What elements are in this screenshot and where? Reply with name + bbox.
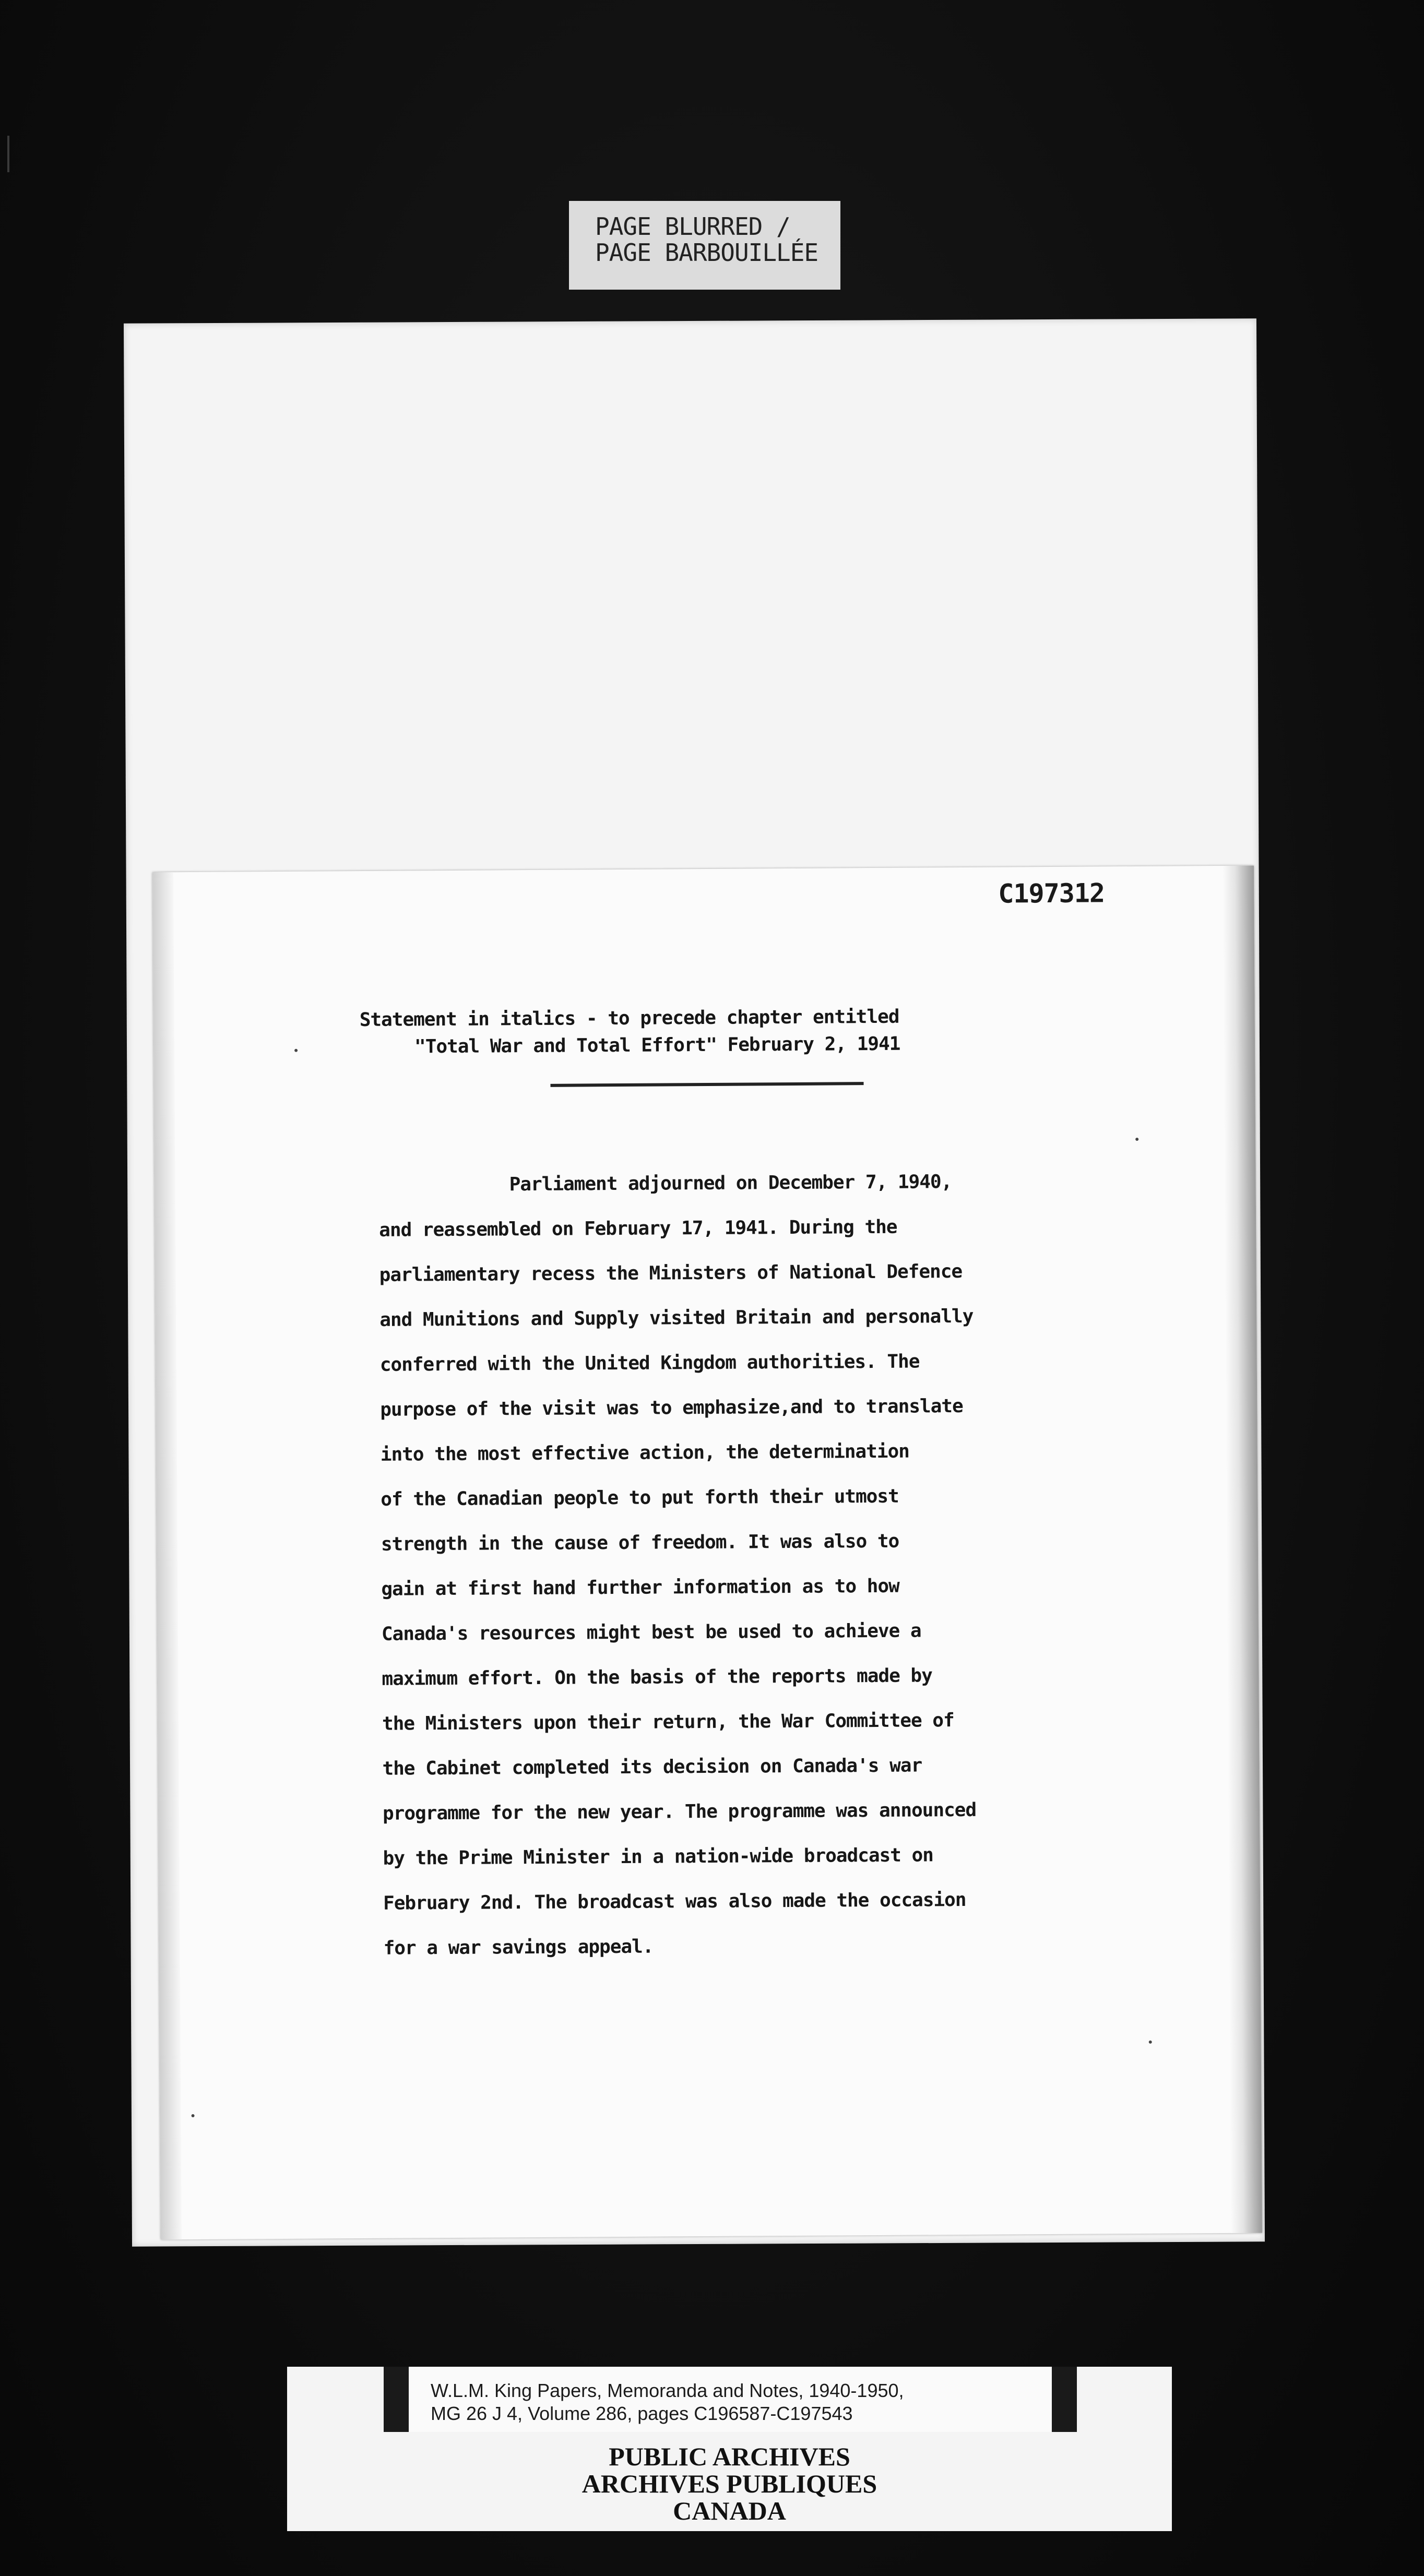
body-line: strength in the cause of freedom. It was also to [381, 1530, 899, 1555]
body-line: the Ministers upon their return, the War Committee of [382, 1710, 954, 1735]
paper-speck [192, 2114, 195, 2117]
archives-line-2: ARCHIVES PUBLIQUES [582, 2469, 877, 2498]
document-number: C197312 [998, 878, 1105, 909]
title-underline [551, 1082, 864, 1087]
body-line: parliamentary recess the Ministers of National Defence [379, 1261, 963, 1286]
body-line: Canada's resources might best be used to achieve a [381, 1620, 921, 1645]
paper-speck [294, 1049, 298, 1052]
page-blurred-label [569, 201, 840, 290]
archive-reference-card [287, 2367, 1172, 2531]
body-line: and Munitions and Supply visited Britain and personally [379, 1305, 974, 1331]
archives-line-1: PUBLIC ARCHIVES [609, 2442, 850, 2471]
archives-name [287, 2443, 1172, 2524]
paper-speck [1149, 2041, 1152, 2044]
body-line: into the most effective action, the determination [380, 1440, 909, 1465]
blurred-label-line-2: PAGE BARBOUILLÉE [595, 238, 818, 267]
document-title-line-1: Statement in italics - to precede chapter entitled [359, 1006, 899, 1031]
citation-line-1: W.L.M. King Papers, Memoranda and Notes, 1940-1950, [431, 2380, 904, 2401]
body-line: the Cabinet completed its decision on Canada's war [382, 1755, 922, 1780]
body-line: maximum effort. On the basis of the reports made by [382, 1665, 932, 1690]
document-title [360, 1002, 1091, 1061]
document-title-line-2: "Total War and Total Effort" February 2, 1941 [414, 1033, 900, 1058]
document-page [152, 866, 1262, 2240]
body-line: gain at first hand further information as to how [381, 1575, 899, 1600]
body-line: February 2nd. The broadcast was also made the occasion [383, 1889, 966, 1914]
card-tab-left [384, 2367, 409, 2432]
paper-speck [1135, 1138, 1138, 1141]
body-line: and reassembled on February 17, 1941. During the [379, 1216, 897, 1241]
blurred-label-line-1: PAGE BLURRED / [595, 212, 790, 241]
citation-line-2: MG 26 J 4, Volume 286, pages C196587-C197543 [431, 2403, 853, 2424]
document-body [378, 1159, 1145, 1971]
archive-citation [409, 2367, 1052, 2432]
body-line: for a war savings appeal. [383, 1936, 654, 1959]
card-tab-right [1052, 2367, 1077, 2432]
body-line: Parliament adjourned on December 7, 1940, [509, 1171, 952, 1196]
body-line: by the Prime Minister in a nation-wide broadcast on [383, 1844, 934, 1869]
body-line: programme for the new year. The programme was announced [382, 1799, 977, 1824]
archives-line-3: CANADA [673, 2496, 786, 2525]
film-scratch [7, 136, 9, 172]
body-line: conferred with the United Kingdom authorities. The [379, 1351, 920, 1376]
body-line: of the Canadian people to put forth their utmost [381, 1485, 899, 1510]
body-line: purpose of the visit was to emphasize,and to translate [380, 1396, 963, 1421]
